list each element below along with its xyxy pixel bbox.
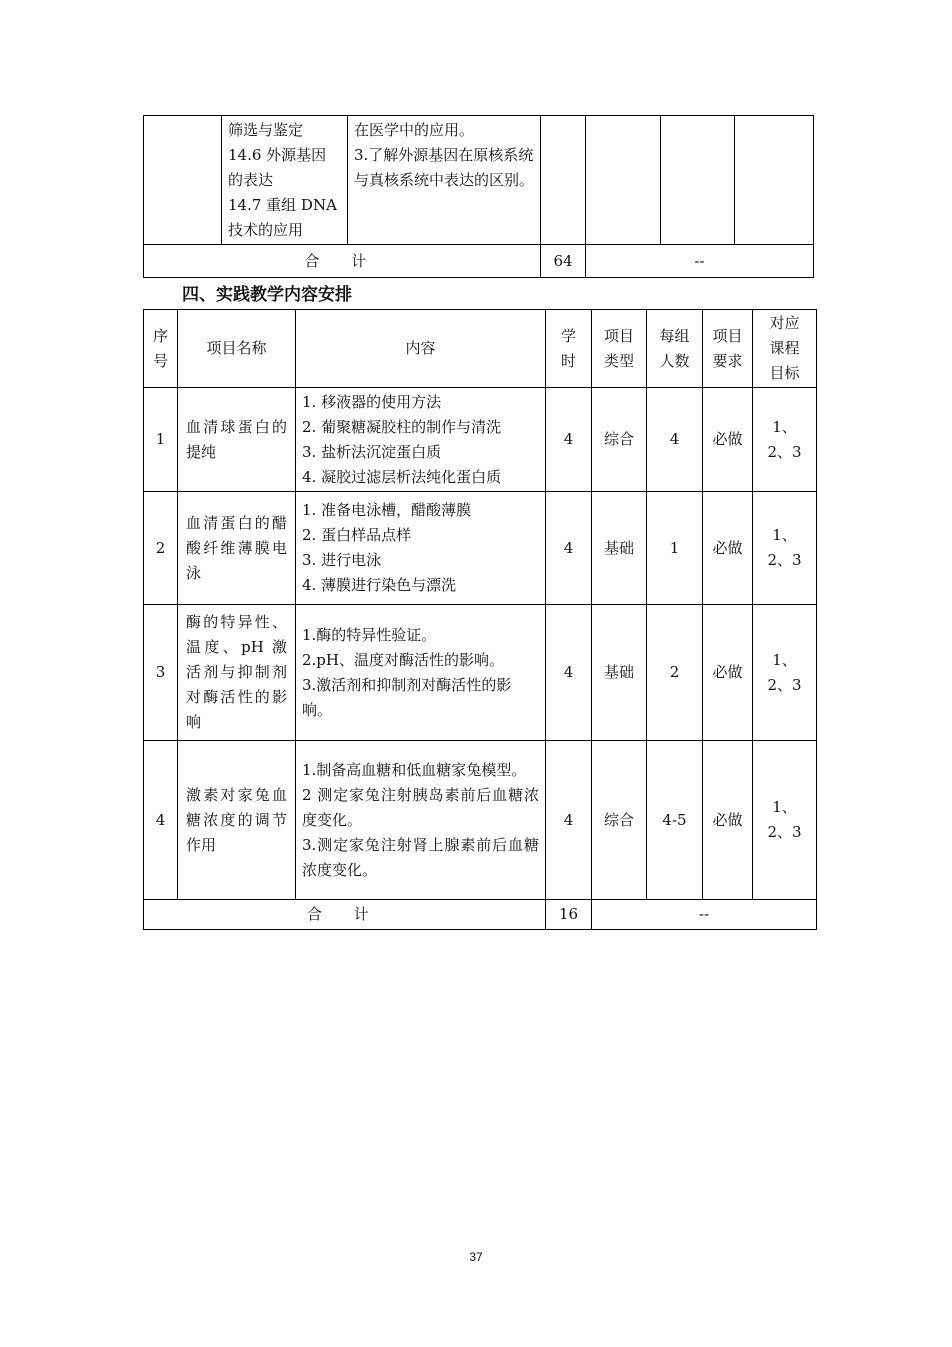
row-req: 必做 [703,388,753,492]
table-cell [661,116,735,245]
table-row [144,741,817,900]
header-goal: 对应课程目标 [753,310,817,388]
header-req: 项目要求 [703,310,753,388]
header-row [144,310,817,388]
row-seq: 4 [144,741,178,900]
header-group: 每组人数 [647,310,703,388]
row-group: 4-5 [647,741,703,900]
table-cell [735,116,814,245]
row-name: 酶的特异性、温度、pH 激活剂与抑制剂对酶活性的影响 [178,605,296,741]
theory-table-continuation [143,115,814,278]
row-content: 1. 移液器的使用方法 2. 葡聚糖凝胶柱的制作与清洗 3. 盐析法沉淀蛋白质 4. 凝胶过滤层析法纯化蛋白质 [296,388,546,492]
row-req: 必做 [703,492,753,605]
header-type: 项目类型 [592,310,647,388]
row-type: 综合 [592,388,647,492]
row-hours: 4 [546,388,592,492]
row-req: 必做 [703,605,753,741]
row-name: 血清蛋白的醋酸纤维薄膜电泳 [178,492,296,605]
section-heading: 四、实践教学内容安排 [182,285,352,305]
total-rest: -- [592,900,817,930]
table-cell [144,116,222,245]
row-name: 激素对家兔血糖浓度的调节作用 [178,741,296,900]
row-content: 1. 准备电泳槽，醋酸薄膜 2. 蛋白样品点样 3. 进行电泳 4. 薄膜进行染色与漂洗 [296,492,546,605]
table-cell [586,116,661,245]
header-content: 内容 [296,310,546,388]
total-label: 合 计 [144,245,541,278]
header-seq: 序号 [144,310,178,388]
row-goal: 1、2、3 [753,605,817,741]
row-group: 2 [647,605,703,741]
row-goal: 1、2、3 [753,492,817,605]
row-content: 1.酶的特异性验证。 2.pH、温度对酶活性的影响。 3.激活剂和抑制剂对酶活性的影响。 [296,605,546,741]
total-label: 合 计 [144,900,546,930]
row-type: 综合 [592,741,647,900]
learning-goals-cell: 在医学中的应用。 3.了解外源基因在原核系统与真核系统中表达的区别。 [348,116,541,245]
row-goal: 1、2、3 [753,388,817,492]
table-row [144,116,814,245]
row-req: 必做 [703,741,753,900]
header-name: 项目名称 [178,310,296,388]
header-hours: 学时 [546,310,592,388]
row-seq: 3 [144,605,178,741]
table-row [144,492,817,605]
row-type: 基础 [592,492,647,605]
row-hours: 4 [546,741,592,900]
row-group: 4 [647,388,703,492]
total-hours: 16 [546,900,592,930]
practice-teaching-table [143,309,817,930]
row-type: 基础 [592,605,647,741]
total-row [144,900,817,930]
row-content: 1.制备高血糖和低血糖家兔模型。 2 测定家兔注射胰岛素前后血糖浓度变化。 3.测定家兔注射肾上腺素前后血糖浓度变化。 [296,741,546,900]
row-seq: 1 [144,388,178,492]
row-seq: 2 [144,492,178,605]
total-row [144,245,814,278]
row-hours: 4 [546,605,592,741]
total-hours: 64 [541,245,586,278]
page-number: 37 [469,1250,483,1264]
table-row [144,605,817,741]
row-name: 血清球蛋白的提纯 [178,388,296,492]
chapter-topics-cell: 筛选与鉴定 14.6 外源基因的表达 14.7 重组 DNA 技术的应用 [222,116,348,245]
table-row [144,388,817,492]
table-cell [541,116,586,245]
row-goal: 1、2、3 [753,741,817,900]
row-group: 1 [647,492,703,605]
total-rest: -- [586,245,814,278]
row-hours: 4 [546,492,592,605]
